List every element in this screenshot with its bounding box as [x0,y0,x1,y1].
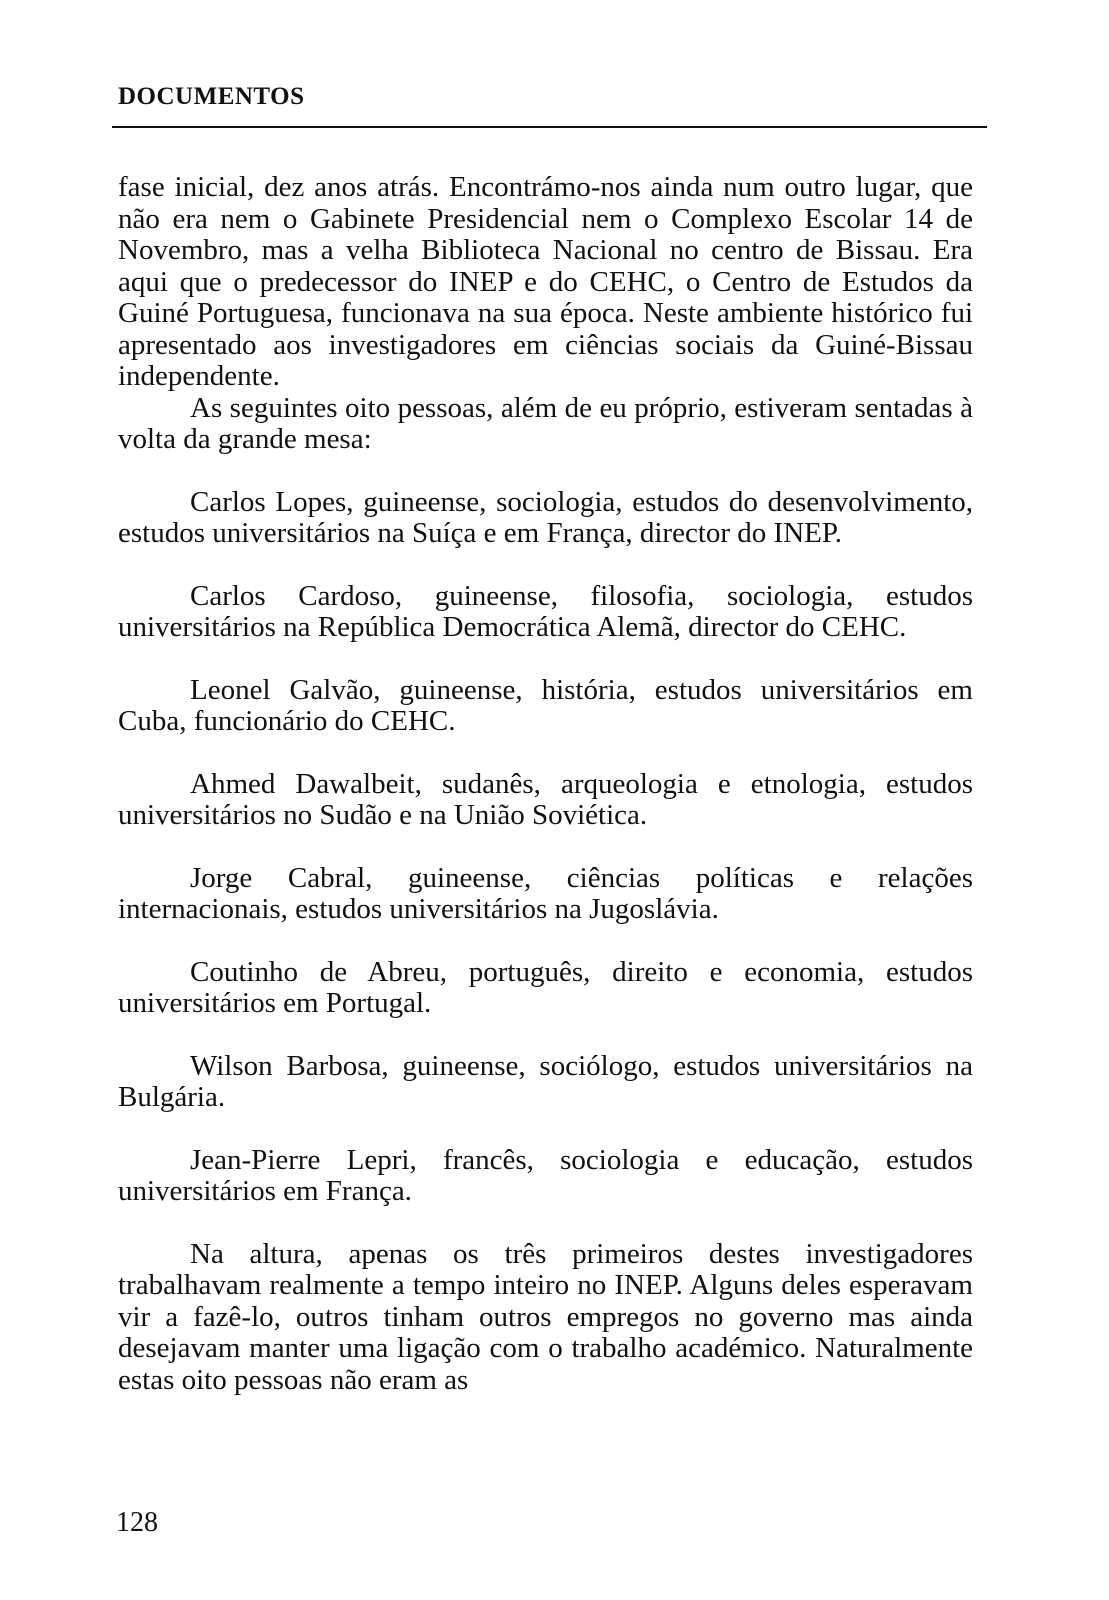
participant-entry: Coutinho de Abreu, português, direito e economia, estudos universitários em Portugal. [118,955,973,1019]
participant-entry: Carlos Cardoso, guineense, filosofia, sociologia, estudos universitários na República Democrática Alemã, director do CEHC. [118,579,973,643]
closing-paragraph: Na altura, apenas os três primeiros destes investigadores trabalhavam realmente a tempo inteiro no INEP. Alguns deles esperavam vir a fazê-lo, outros tinham outros empregos no governo mas ainda desejavam manter uma ligação com o trabalho académico. Naturalmente estas oito pessoas não eram as [118,1237,973,1396]
participant-entry: Wilson Barbosa, guineense, sociólogo, estudos universitários na Bulgária. [118,1049,973,1113]
participant-entry: Ahmed Dawalbeit, sudanês, arqueologia e etnologia, estudos universitários no Sudão e na União Soviética. [118,767,973,831]
document-body [118,172,973,1396]
running-header: DOCUMENTOS [118,83,305,110]
page-number: 128 [116,1507,158,1538]
header-divider [112,126,987,128]
participant-entry: Jean-Pierre Lepri, francês, sociologia e educação, estudos universitários em França. [118,1143,973,1207]
participant-entry: Carlos Lopes, guineense, sociologia, estudos do desenvolvimento, estudos universitários na Suíça e em França, director do INEP. [118,485,973,549]
participant-entry: Leonel Galvão, guineense, história, estudos universitários em Cuba, funcionário do CEHC. [118,673,973,737]
intro-paragraph-participants: As seguintes oito pessoas, além de eu próprio, estiveram sentadas à volta da grande mesa: [118,391,973,455]
intro-paragraph-continuation: fase inicial, dez anos atrás. Encontrámo-nos ainda num outro lugar, que não era nem o Gabinete Presidencial nem o Complexo Escolar 14 de Novembro, mas a velha Biblioteca Nacional no centro de Bissau. Era aqui que o predecessor do INEP e do CEHC, o Centro de Estudos da Guiné Portuguesa, funcionava na sua época. Neste ambiente histórico fui apresentado aos investigadores em ciências sociais da Guiné-Bissau independente. [118,171,973,392]
participant-entry: Jorge Cabral, guineense, ciências políticas e relações internacionais, estudos universitários na Jugoslávia. [118,861,973,925]
